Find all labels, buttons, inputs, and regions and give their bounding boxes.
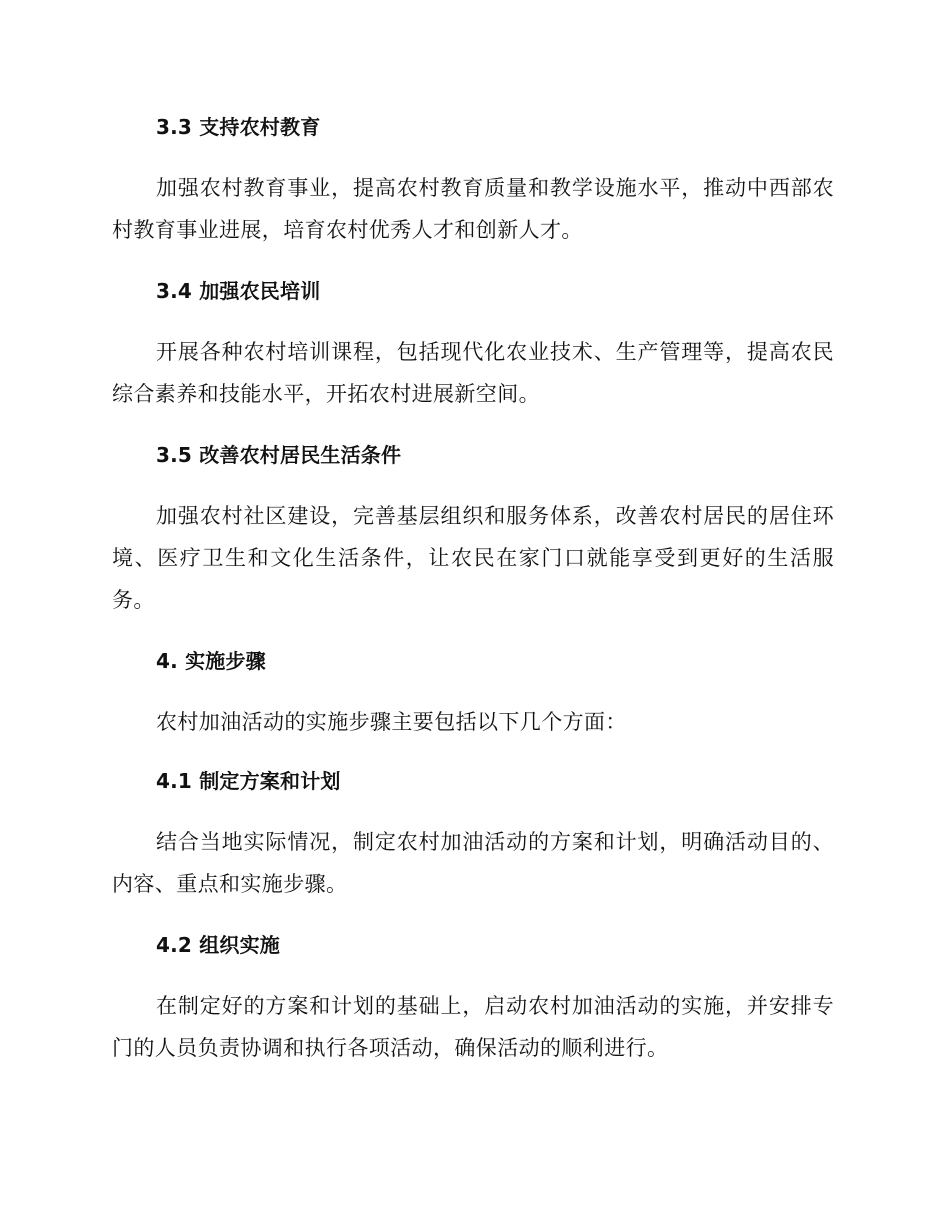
section-paragraph-4: 农村加油活动的实施步骤主要包括以下几个方面： (156, 710, 627, 734)
section-heading-4-1: 4.1 制定方案和计划 (156, 769, 341, 793)
section-heading-3-5: 3.5 改善农村居民生活条件 (156, 443, 402, 467)
section-heading-3-4: 3.4 加强农民培训 (156, 279, 321, 303)
section-paragraph-3-5: 加强农村社区建设，完善基层组织和服务体系，改善农村居民的居住环境、医疗卫生和文化生活条件，让农民在家门口就能享受到更好的生活服务。 (112, 504, 834, 612)
section-heading-4-2: 4.2 组织实施 (156, 933, 280, 957)
section-paragraph-4-2: 在制定好的方案和计划的基础上，启动农村加油活动的实施，并安排专门的人员负责协调和执行各项活动，确保活动的顺利进行。 (112, 994, 834, 1060)
section-paragraph-3-3: 加强农村教育事业，提高农村教育质量和教学设施水平，推动中西部农村教育事业进展，培育农村优秀人才和创新人才。 (112, 176, 834, 242)
section-heading-4: 4. 实施步骤 (156, 649, 266, 673)
section-paragraph-3-4: 开展各种农村培训课程，包括现代化农业技术、生产管理等，提高农民综合素养和技能水平，开拓农村进展新空间。 (112, 340, 834, 406)
section-heading-3-3: 3.3 支持农村教育 (156, 115, 321, 139)
section-paragraph-4-1: 结合当地实际情况，制定农村加油活动的方案和计划，明确活动目的、内容、重点和实施步骤。 (112, 830, 834, 896)
document-body (112, 113, 834, 1095)
